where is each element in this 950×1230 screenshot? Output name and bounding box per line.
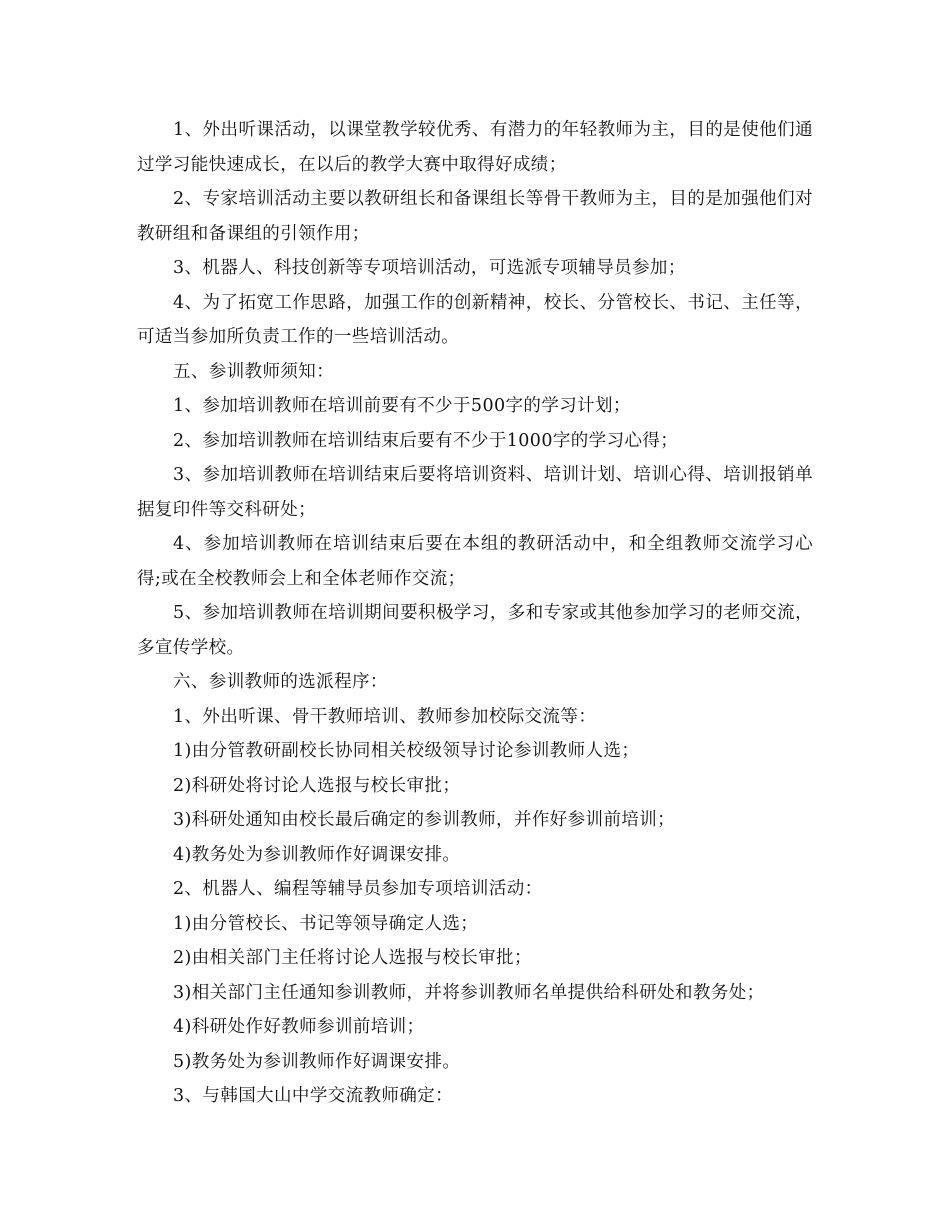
paragraph-robotics-training: 3、机器人、科技创新等专项培训活动，可选派专项辅导员参加； xyxy=(173,258,686,278)
paragraph-outing-lectures: 1、外出听课活动，以课堂教学较优秀、有潜力的年轻教师为主，目的是使他们通过学习能快速成长，在以后的教学大赛中取得好成绩； xyxy=(137,120,813,175)
selection-group-2: 2、机器人、编程等辅导员参加专项培训活动： xyxy=(173,879,543,899)
selection-step-1-1: 1)由分管教研副校长协同相关校级领导讨论参训教师人选； xyxy=(173,741,640,761)
paragraph-expert-training: 2、专家培训活动主要以教研组长和备课组长等骨干教师为主，目的是加强他们对教研组和备课组的引领作用； xyxy=(137,189,813,244)
notice-item-2: 2、参加培训教师在培训结束后要有不少于1000字的学习心得； xyxy=(173,430,679,451)
selection-step-1-4: 4)教务处为参训教师作好调课安排。 xyxy=(173,844,461,865)
notice-item-4: 4、参加培训教师在培训结束后要在本组的教研活动中，和全组教师交流学习心得;或在全校教师会上和全体老师作交流； xyxy=(137,534,813,589)
notice-item-5: 5、参加培训教师在培训期间要积极学习，多和专家或其他参加学习的老师交流，多宣传学校。 xyxy=(137,603,813,658)
notice-item-3: 3、参加培训教师在培训结束后要将培训资料、培训计划、培训心得、培训报销单据复印件等交科研处； xyxy=(137,465,813,520)
selection-step-1-2: 2)科研处将讨论人选报与校长审批； xyxy=(173,775,461,796)
section-heading-selection: 六、参训教师的选派程序： xyxy=(173,672,388,692)
notice-item-1: 1、参加培训教师在培训前要有不少于500字的学习计划； xyxy=(173,396,631,416)
document-body xyxy=(137,113,813,1114)
selection-group-3: 3、与韩国大山中学交流教师确定： xyxy=(173,1086,454,1106)
section-heading-notice: 五、参训教师须知： xyxy=(173,361,335,382)
selection-step-1-3: 3)科研处通知由校长最后确定的参训教师，并作好参训前培训； xyxy=(173,810,676,830)
selection-step-2-2: 2)由相关部门主任将讨论人选报与校长审批； xyxy=(173,948,532,968)
selection-group-1: 1、外出听课、骨干教师培训、教师参加校际交流等： xyxy=(173,706,597,727)
selection-step-2-1: 1)由分管校长、书记等领导确定人选； xyxy=(173,913,479,934)
selection-step-2-4: 4)科研处作好教师参训前培训； xyxy=(173,1017,425,1037)
paragraph-leadership-training: 4、为了拓宽工作思路，加强工作的创新精神，校长、分管校长、书记、主任等，可适当参加所负责工作的一些培训活动。 xyxy=(137,292,813,347)
selection-step-2-5: 5)教务处为参训教师作好调课安排。 xyxy=(173,1051,461,1072)
selection-step-2-3: 3)相关部门主任通知参训教师，并将参训教师名单提供给科研处和教务处； xyxy=(173,982,765,1003)
